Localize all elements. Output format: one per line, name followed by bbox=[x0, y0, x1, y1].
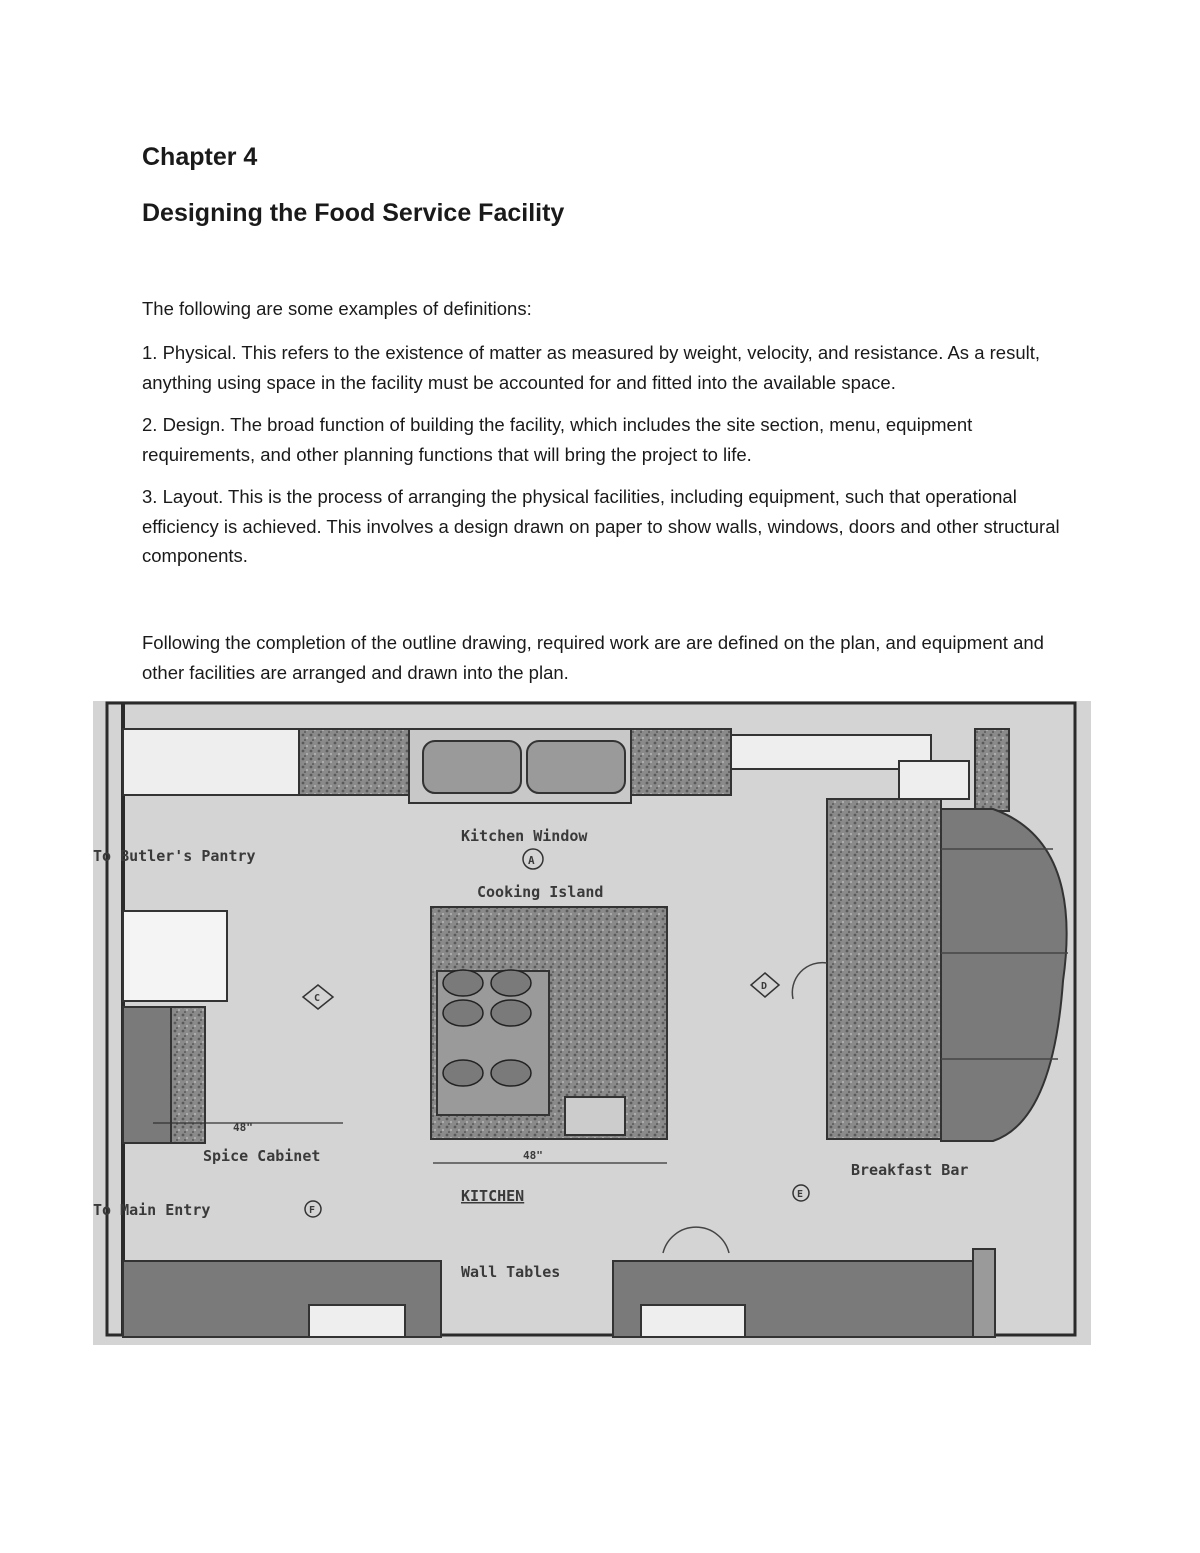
label-kitchen-window: Kitchen Window bbox=[461, 827, 588, 845]
definition-design: 2. Design. The broad function of building the facility, which includes the site section, menu, equipment requirements, and other planning functions that will bring the project to life. bbox=[142, 414, 973, 465]
upper-cabinet-left bbox=[123, 729, 299, 795]
definition-layout: 3. Layout. This is the process of arranging the physical facilities, including equipment, such that operational efficiency is achieved. This involves a design drawn on paper to show walls, windows, doors and other structural components. bbox=[142, 486, 1060, 566]
label-spice-cabinet: Spice Cabinet bbox=[203, 1147, 321, 1165]
counter-top-right bbox=[631, 729, 731, 795]
label-wall-tables: Wall Tables bbox=[461, 1263, 561, 1281]
svg-text:F: F bbox=[309, 1205, 316, 1216]
kitchen-floor-plan bbox=[93, 701, 1091, 1345]
following-paragraph: Following the completion of the outline drawing, required work are are defined on the plan, and equipment and other facilities are arranged and drawn into the plan. bbox=[142, 632, 1044, 683]
spice-dimension: 48" bbox=[233, 1121, 253, 1134]
svg-text:A: A bbox=[528, 854, 535, 867]
svg-text:D: D bbox=[761, 981, 768, 992]
page-title: Designing the Food Service Facility bbox=[142, 199, 565, 227]
label-butlers-pantry: To Butler's Pantry bbox=[93, 847, 256, 865]
intro-paragraph: The following are some examples of definitions: bbox=[142, 298, 532, 319]
label-main-entry: To Main Entry bbox=[93, 1201, 211, 1219]
label-breakfast-bar: Breakfast Bar bbox=[851, 1161, 969, 1179]
svg-text:C: C bbox=[314, 993, 321, 1004]
top-right-column bbox=[975, 729, 1009, 811]
counter-top-left bbox=[299, 729, 409, 795]
pantry-opening bbox=[123, 911, 227, 1001]
definition-physical: 1. Physical. This refers to the existence of matter as measured by weight, velocity, and resistance. As a result, anything using space in the facility must be accounted for and fitted into the available space. bbox=[142, 342, 1041, 393]
chapter-heading: Chapter 4 bbox=[142, 143, 258, 171]
label-kitchen: KITCHEN bbox=[461, 1187, 525, 1205]
island-dimension: 48" bbox=[523, 1149, 543, 1162]
label-cooking-island: Cooking Island bbox=[477, 883, 604, 901]
svg-text:E: E bbox=[797, 1189, 804, 1200]
breakfast-bar-counter bbox=[827, 799, 941, 1139]
